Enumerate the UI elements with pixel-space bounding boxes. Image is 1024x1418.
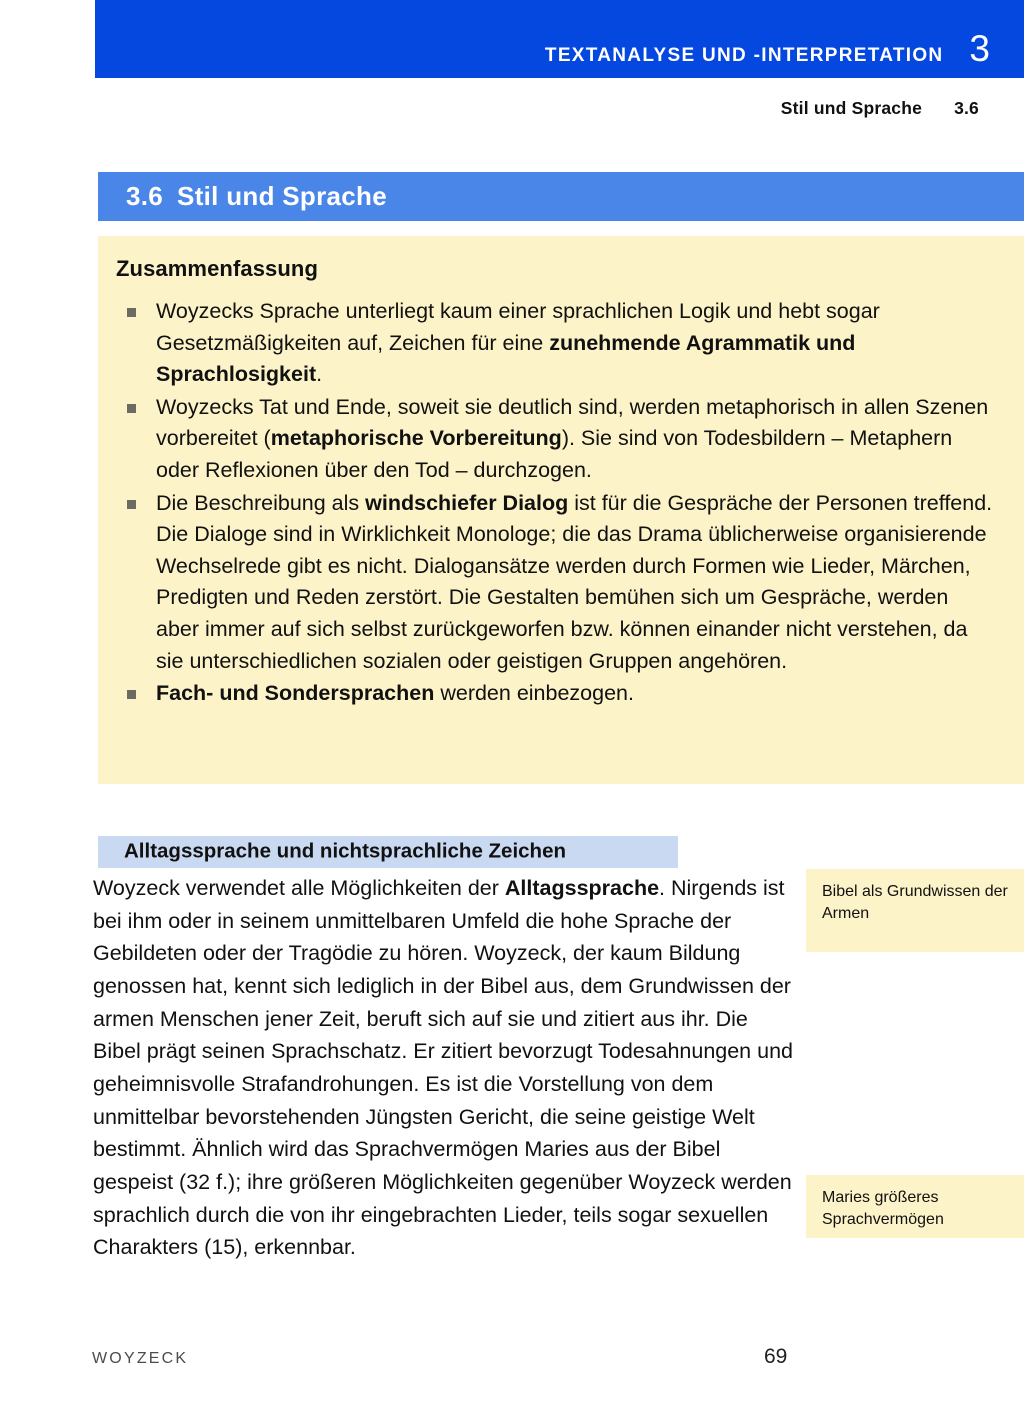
page-header-bar <box>95 0 1024 78</box>
text-run: ist für die Gespräche der Personen treffend. Die Dialoge sind in Wirklichkeit Monologe; die das Drama üblicherweise organisierende Wechselrede gibt es nicht. Dialogansätze werden durch Formen wie Lieder, Märchen, Predigten und Reden zerstört. Die Gestalten bemühen sich um Gespräche, werden aber immer auf sich selbst zurückgeworfen bzw. können einander nicht verstehen, da sie unterschiedlichen sozialen oder geistigen Gruppen angehören. <box>156 490 993 673</box>
text-run: werden einbezogen. <box>434 681 634 706</box>
text-run: Woyzeck verwendet alle Möglichkeiten der <box>93 876 505 900</box>
subsection-label-band <box>98 836 678 868</box>
margin-note-maries: Maries größeres Sprachvermögen <box>806 1175 1024 1238</box>
text-run: . <box>316 362 323 387</box>
summary-box <box>98 236 1024 784</box>
chapter-number: 3 <box>969 28 990 69</box>
text-run: Woyzecks Sprache unterliegt kaum einer sprachlichen Logik und hebt sogar Gesetzmäßigkeiten auf, Zeichen für eine <box>156 299 880 355</box>
text-run: Die Beschreibung als <box>156 490 366 515</box>
section-title-text: Stil und Sprache <box>177 180 387 211</box>
page-header-content <box>545 30 1024 67</box>
summary-bullet-item <box>116 296 994 391</box>
emphasis-run: metaphorische Vorbereitung <box>270 426 562 451</box>
footer-page-number: 69 <box>764 1345 788 1368</box>
section-title-bar <box>98 172 1024 221</box>
text-run: ). Sie sind von Todesbildern – Metaphern oder Reflexionen über den Tod – durchzogen. <box>156 426 953 482</box>
body-text-column <box>93 872 795 1264</box>
emphasis-run: Alltagssprache <box>504 876 660 900</box>
running-head-number: 3.6 <box>954 98 979 118</box>
summary-bullet-list <box>116 296 994 710</box>
text-run: Woyzecks Tat und Ende, soweit sie deutlich sind, werden metaphorisch in allen Szenen vorbereitet ( <box>156 394 989 451</box>
section-number: 3.6 <box>126 180 164 211</box>
body-paragraph <box>93 872 795 1264</box>
summary-bullet-item <box>116 488 994 678</box>
emphasis-run: Fach- und Sondersprachen <box>156 681 435 706</box>
summary-bullet-item <box>116 678 994 710</box>
running-head-title: Stil und Sprache <box>780 98 923 118</box>
summary-bullet-item <box>116 392 994 487</box>
section-title <box>126 180 387 211</box>
page-header-title: TEXTANALYSE UND -INTERPRETATION <box>544 45 944 66</box>
emphasis-run: windschiefer Dialog <box>365 490 569 515</box>
running-head <box>781 98 979 119</box>
text-run: . Nirgends ist bei ihm oder in seinem unmittelbaren Umfeld die hohe Sprache der Gebildeten oder der Tragödie zu hören. Woyzeck, der kaum Bildung genossen hat, kennt sich lediglich in der Bibel aus, dem Grundwissen der armen Menschen jener Zeit, beruft sich auf sie und zitiert aus ihr. Die Bibel prägt seinen Sprachschatz. Er zitiert bevorzugt Todesahnungen und geheimnisvolle Strafandrohungen. Es ist die Vorstellung von dem unmittelbar bevorstehenden Jüngsten Gericht, die seine geistige Welt bestimmt. Ähnlich wird das Sprachvermögen Maries aus der Bibel gespeist (32 f.); ihre größeren Möglichkeiten gegenüber Woyzeck werden sprachlich durch die von ihr eingebrachten Lieder, teils sogar sexuellen Charakters (15), erkennbar. <box>93 876 793 1260</box>
summary-heading: Zusammenfassung <box>116 256 318 281</box>
footer-book-title: WOYZECK <box>92 1350 189 1367</box>
margin-note-bibel: Bibel als Grundwissen der Armen <box>806 869 1024 952</box>
emphasis-run: zunehmende Agrammatik und Sprachlosigkeit <box>156 330 856 387</box>
subsection-label: Alltagssprache und nichtsprachliche Zeichen <box>124 839 567 863</box>
